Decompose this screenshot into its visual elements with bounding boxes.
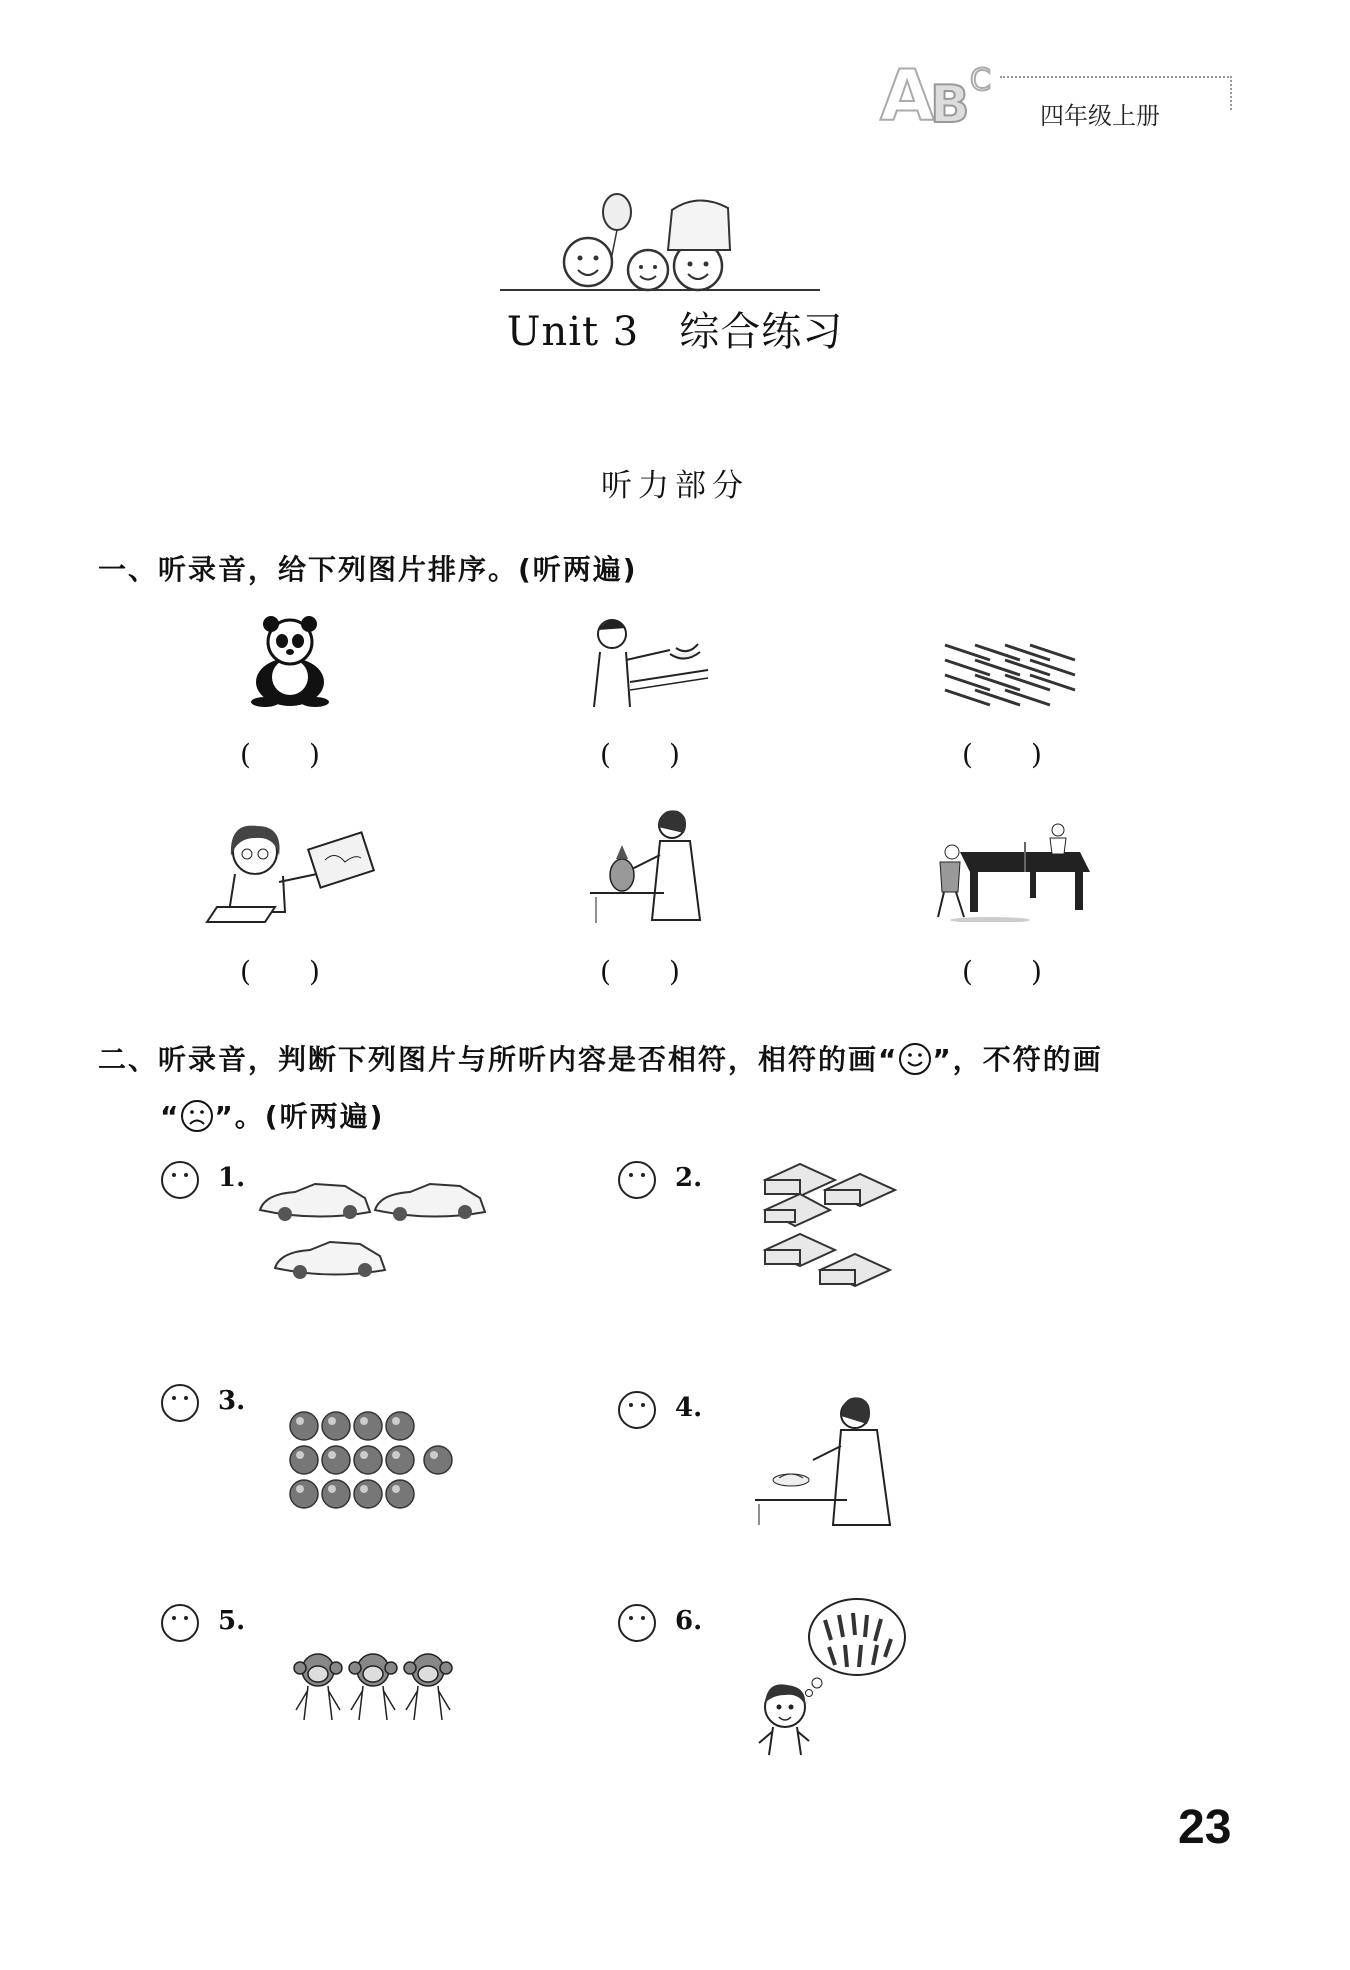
item-number-6: 6.: [675, 1606, 703, 1636]
answer-blank-5[interactable]: ( ): [600, 955, 680, 988]
book-label: 四年级上册: [1040, 102, 1160, 130]
blank-face-icon[interactable]: [160, 1160, 200, 1200]
answer-blank-6[interactable]: ( ): [962, 955, 1042, 988]
answer-blank-2[interactable]: ( ): [600, 738, 680, 771]
answer-blank-3[interactable]: ( ): [962, 738, 1042, 771]
boy-thinking-of-crayons-picture: [755, 1595, 915, 1760]
smiley-face-icon: [898, 1042, 932, 1076]
svg-text:B: B: [930, 75, 970, 130]
blank-face-icon[interactable]: [160, 1383, 200, 1423]
pencils-picture: [940, 640, 1080, 710]
svg-text:A: A: [880, 55, 935, 130]
children-illustration: [500, 190, 820, 300]
girl-with-map-picture: [205, 812, 375, 927]
page-number: 23: [1178, 1801, 1232, 1854]
ping-pong-table-picture: [930, 822, 1090, 922]
unit-name: 综合练习: [679, 309, 844, 355]
pencil-boxes-picture: [760, 1160, 900, 1310]
answer-blank-4[interactable]: ( ): [240, 955, 320, 988]
item-number-3: 3.: [218, 1386, 246, 1416]
item-number-2: 2.: [675, 1163, 703, 1193]
unit-number: Unit 3: [506, 309, 640, 355]
cars-picture: [255, 1180, 490, 1290]
blank-face-icon[interactable]: [617, 1390, 657, 1430]
item-number-5: 5.: [218, 1606, 246, 1636]
woman-at-table-picture: [755, 1390, 905, 1530]
question-2-title-line-2: “ ”。(听两遍): [160, 1100, 385, 1133]
monkeys-picture: [290, 1650, 460, 1725]
blank-face-icon[interactable]: [617, 1603, 657, 1643]
question-2-title-line-1: 二、听录音，判断下列图片与所听内容是否相符，相符的画“ ”，不符的画: [98, 1043, 1103, 1076]
blank-face-icon[interactable]: [617, 1160, 657, 1200]
question-1-title: 一、听录音，给下列图片排序。(听两遍): [98, 553, 638, 586]
item-number-1: 1.: [218, 1163, 246, 1193]
balls-picture: [288, 1410, 458, 1520]
woman-with-pineapple-picture: [590, 805, 720, 925]
answer-blank-1[interactable]: ( ): [240, 738, 320, 771]
svg-text:C: C: [970, 63, 991, 98]
blank-face-icon[interactable]: [160, 1603, 200, 1643]
abc-logo-icon: [870, 50, 1020, 130]
boy-with-bananas-picture: [590, 612, 710, 708]
sad-face-icon: [180, 1099, 214, 1133]
unit-title: [0, 300, 1350, 357]
panda-picture: [245, 612, 335, 708]
item-number-4: 4.: [675, 1393, 703, 1423]
section-title: 听力部分: [601, 468, 749, 504]
